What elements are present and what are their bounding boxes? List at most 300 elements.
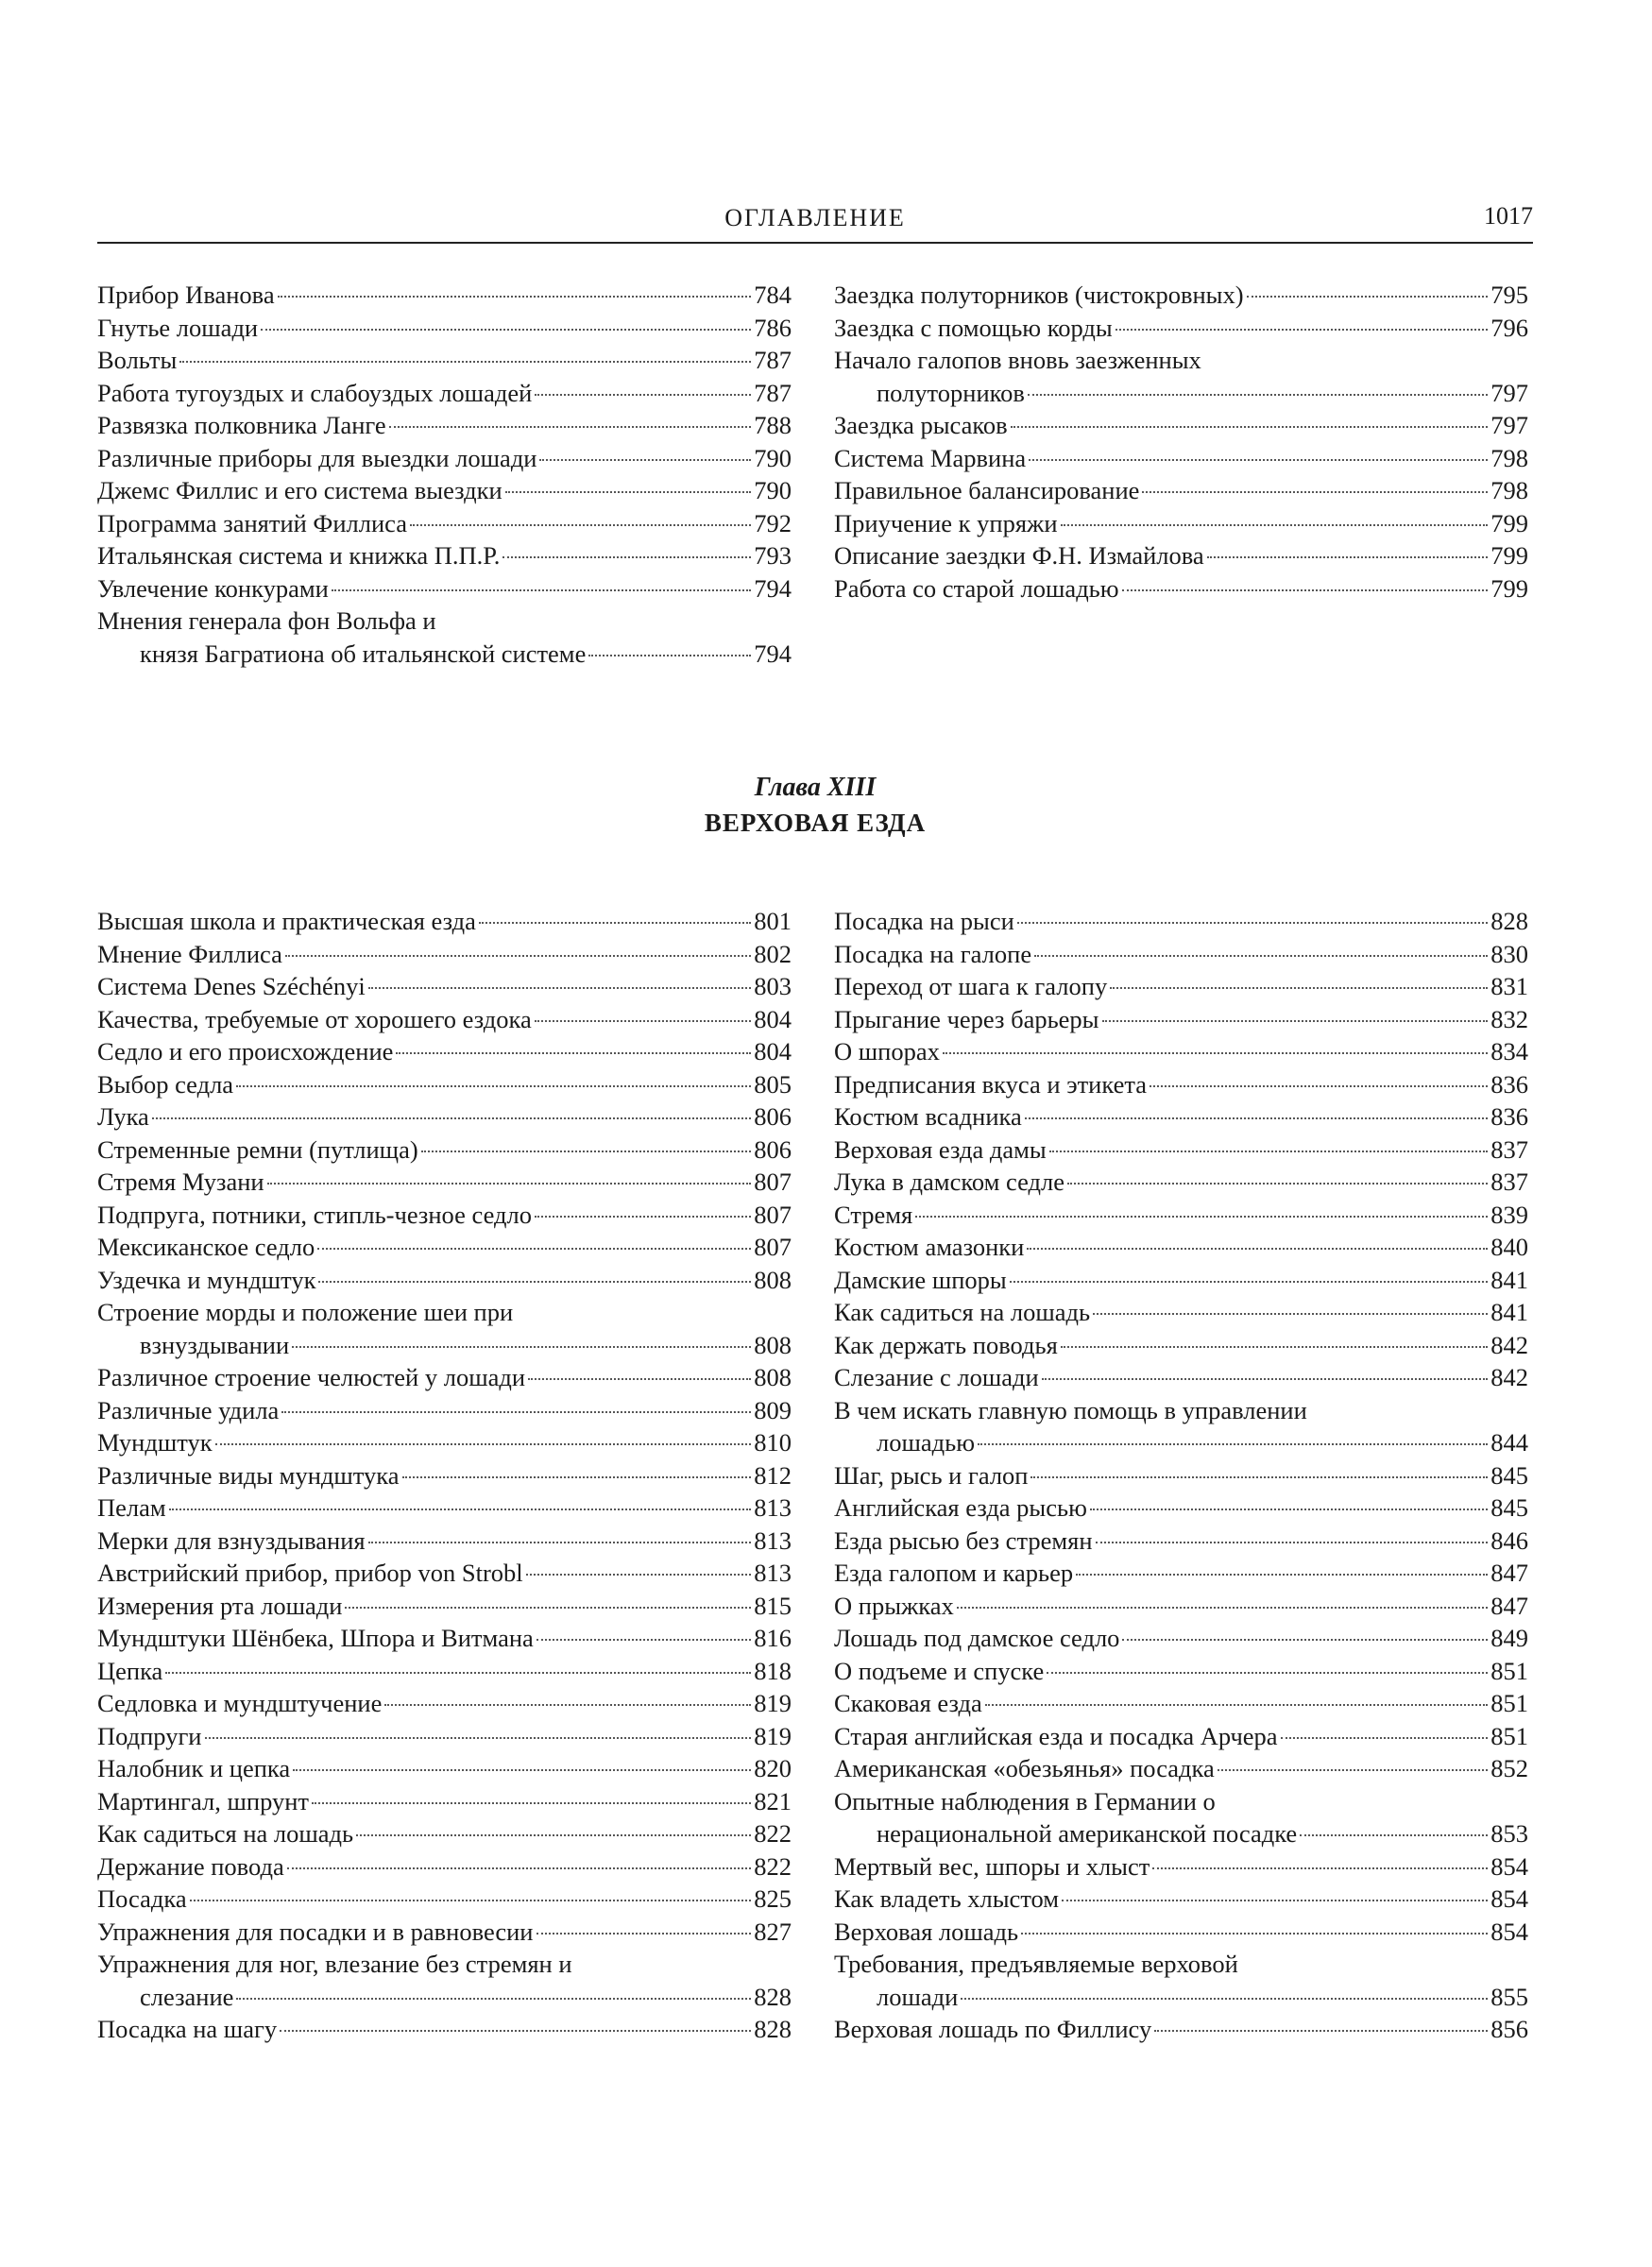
entry-page-number: 818 bbox=[754, 1656, 792, 1685]
entry-page-number: 808 bbox=[754, 1265, 792, 1294]
entry-title: Требования, предъявляемые верховой bbox=[834, 1950, 1238, 1978]
entry-title: Измерения рта лошади bbox=[97, 1591, 343, 1620]
toc-entry bbox=[97, 1850, 792, 1883]
dot-leader bbox=[1152, 1867, 1488, 1869]
entry-page-number: 836 bbox=[1490, 1069, 1528, 1099]
toc-entry bbox=[97, 279, 792, 312]
dot-leader bbox=[410, 524, 751, 526]
entry-title: Верховая лошадь по Филлису bbox=[834, 2015, 1152, 2043]
entry-title: Как садиться на лошадь bbox=[834, 1298, 1091, 1326]
entry-title: Развязка полковника Ланге bbox=[97, 411, 386, 439]
entry-title: Качества, требуемые от хорошего ездока bbox=[97, 1004, 532, 1033]
toc-entry bbox=[834, 1655, 1528, 1688]
dot-leader bbox=[368, 987, 752, 989]
entry-page-number: 828 bbox=[1490, 907, 1528, 935]
dot-leader bbox=[292, 1346, 751, 1348]
entry-page-number: 841 bbox=[1490, 1265, 1528, 1294]
toc-entry bbox=[97, 1720, 792, 1753]
dot-leader bbox=[1076, 1574, 1488, 1576]
entry-title-continued: лошадью bbox=[877, 1428, 976, 1457]
dot-leader bbox=[396, 1052, 751, 1054]
toc-entry bbox=[97, 605, 792, 670]
dot-leader bbox=[535, 1216, 751, 1218]
toc-entry bbox=[834, 474, 1528, 507]
toc-entry bbox=[834, 1134, 1528, 1167]
toc-entry bbox=[834, 1394, 1528, 1459]
entry-title: Посадка на шагу bbox=[97, 2015, 278, 2043]
dot-leader bbox=[332, 589, 751, 591]
entry-page-number: 837 bbox=[1490, 1134, 1528, 1164]
dot-leader bbox=[1122, 589, 1489, 591]
entry-title: Заездка полуторников (чистокровных) bbox=[834, 281, 1244, 309]
entry-title: Цепка bbox=[97, 1656, 163, 1685]
toc-entry bbox=[834, 1459, 1528, 1492]
entry-title: Костюм всадника bbox=[834, 1102, 1022, 1131]
toc-section2-left bbox=[97, 905, 792, 2046]
dot-leader bbox=[1049, 1151, 1489, 1152]
entry-title: О шпорах bbox=[834, 1037, 940, 1065]
entry-title: Стременные ремни (путлища) bbox=[97, 1134, 418, 1164]
dot-leader bbox=[985, 1704, 1489, 1706]
dot-leader bbox=[368, 1542, 752, 1543]
entry-page-number: 822 bbox=[754, 1819, 792, 1848]
entry-page-number: 806 bbox=[754, 1134, 792, 1164]
entry-title: Стремя bbox=[834, 1200, 913, 1229]
entry-title: Упражнения для ног, влезание без стремян и bbox=[97, 1950, 572, 1978]
entry-page-number: 787 bbox=[754, 378, 792, 407]
toc-entry bbox=[97, 2013, 792, 2046]
entry-title: Переход от шага к галопу bbox=[834, 972, 1108, 1000]
dot-leader bbox=[1281, 1737, 1489, 1739]
toc-entry bbox=[834, 1035, 1528, 1068]
entry-page-number: 851 bbox=[1490, 1721, 1528, 1750]
entry-title: Гнутье лошади bbox=[97, 313, 259, 342]
dot-leader bbox=[293, 1769, 751, 1771]
dot-leader bbox=[1096, 1542, 1489, 1543]
entry-title: Прыгание через барьеры bbox=[834, 1004, 1099, 1033]
entry-title: Костюм амазонки bbox=[834, 1233, 1025, 1261]
dot-leader bbox=[1207, 556, 1489, 558]
entry-page-number: 813 bbox=[754, 1526, 792, 1555]
dot-leader bbox=[356, 1834, 751, 1836]
entry-page-number: 809 bbox=[754, 1395, 792, 1424]
entry-title: Старая английская езда и посадка Арчера bbox=[834, 1721, 1278, 1750]
entry-title: Упражнения для посадки и в равновесии bbox=[97, 1917, 534, 1946]
dot-leader bbox=[957, 1607, 1488, 1609]
entry-title: Английская езда рысью bbox=[834, 1493, 1087, 1522]
entry-page-number: 806 bbox=[754, 1102, 792, 1131]
toc-section1-left bbox=[97, 279, 792, 670]
entry-title: Верховая езда дамы bbox=[834, 1134, 1047, 1164]
dot-leader bbox=[1021, 1933, 1488, 1935]
entry-page-number: 855 bbox=[1490, 1982, 1528, 2011]
entry-title: Приучение к упряжи bbox=[834, 508, 1058, 537]
entry-title: Налобник и цепка bbox=[97, 1754, 291, 1782]
dot-leader bbox=[526, 1574, 752, 1576]
toc-entry bbox=[97, 938, 792, 971]
entry-title: Посадка на рыси bbox=[834, 907, 1014, 935]
entry-title: Различные удила bbox=[97, 1395, 280, 1424]
toc-section2-right bbox=[834, 905, 1528, 2046]
toc-entry bbox=[834, 1166, 1528, 1199]
entry-page-number: 827 bbox=[754, 1917, 792, 1946]
entry-page-number: 797 bbox=[1490, 378, 1528, 407]
entry-title: Посадка bbox=[97, 1884, 187, 1913]
entry-title-continued: полуторников bbox=[877, 378, 1025, 407]
dot-leader bbox=[318, 1281, 751, 1283]
entry-page-number: 808 bbox=[754, 1363, 792, 1391]
dot-leader bbox=[1017, 922, 1488, 924]
entry-page-number: 844 bbox=[1490, 1428, 1528, 1457]
entry-page-number: 822 bbox=[754, 1851, 792, 1881]
entry-page-number: 813 bbox=[754, 1559, 792, 1587]
entry-title: Держание повода bbox=[97, 1851, 284, 1881]
dot-leader bbox=[961, 1998, 1488, 2000]
toc-entry bbox=[97, 1916, 792, 1949]
entry-page-number: 853 bbox=[1490, 1819, 1528, 1848]
entry-page-number: 804 bbox=[754, 1037, 792, 1065]
toc-entry bbox=[834, 905, 1528, 938]
dot-leader bbox=[287, 1867, 752, 1869]
dot-leader bbox=[535, 1020, 752, 1022]
entry-title: Заездка с помощью корды bbox=[834, 313, 1113, 342]
entry-page-number: 847 bbox=[1490, 1591, 1528, 1620]
entry-page-number: 816 bbox=[754, 1624, 792, 1652]
entry-page-number: 797 bbox=[1490, 411, 1528, 439]
toc-entry bbox=[834, 572, 1528, 605]
dot-leader bbox=[169, 1508, 752, 1510]
dot-leader bbox=[502, 556, 751, 558]
entry-title: Езда рысью без стремян bbox=[834, 1526, 1093, 1555]
entry-page-number: 831 bbox=[1490, 972, 1528, 1000]
dot-leader bbox=[1093, 1313, 1488, 1315]
entry-title: Езда галопом и карьер bbox=[834, 1559, 1074, 1587]
dot-leader bbox=[421, 1151, 752, 1152]
toc-entry bbox=[834, 1525, 1528, 1558]
toc-entry bbox=[97, 572, 792, 605]
toc-entry bbox=[97, 1785, 792, 1818]
toc-entry bbox=[834, 1329, 1528, 1362]
dot-leader bbox=[152, 1117, 751, 1119]
toc-entry bbox=[834, 312, 1528, 345]
entry-title: В чем искать главную помощь в управлении bbox=[834, 1395, 1307, 1424]
toc-entry bbox=[834, 344, 1528, 409]
entry-page-number: 813 bbox=[754, 1493, 792, 1522]
dot-leader bbox=[943, 1052, 1488, 1054]
entry-title: Мексиканское седло bbox=[97, 1233, 315, 1261]
dot-leader bbox=[1067, 1183, 1488, 1185]
dot-leader bbox=[505, 491, 752, 493]
entry-title: Мундштуки Шёнбека, Шпора и Витмана bbox=[97, 1624, 534, 1652]
entry-title: Мнение Филлиса bbox=[97, 939, 282, 968]
entry-page-number: 798 bbox=[1490, 443, 1528, 472]
entry-title: Как владеть хлыстом bbox=[834, 1884, 1060, 1913]
entry-page-number: 784 bbox=[754, 281, 792, 309]
entry-page-number: 801 bbox=[754, 907, 792, 935]
entry-page-number: 810 bbox=[754, 1428, 792, 1457]
dot-leader bbox=[1042, 1378, 1489, 1380]
entry-page-number: 787 bbox=[754, 346, 792, 374]
entry-title: Лошадь под дамское седло bbox=[834, 1624, 1120, 1652]
entry-page-number: 845 bbox=[1490, 1493, 1528, 1522]
entry-page-number: 819 bbox=[754, 1721, 792, 1750]
toc-entry bbox=[97, 1459, 792, 1492]
entry-title: Различное строение челюстей у лошади bbox=[97, 1363, 526, 1391]
entry-page-number: 802 bbox=[754, 939, 792, 968]
dot-leader bbox=[384, 1704, 751, 1706]
toc-entry bbox=[97, 1426, 792, 1459]
dot-leader bbox=[1011, 426, 1489, 428]
entry-page-number: 799 bbox=[1490, 573, 1528, 603]
dot-leader bbox=[389, 426, 752, 428]
dot-leader bbox=[588, 655, 751, 656]
entry-page-number: 807 bbox=[754, 1168, 792, 1196]
entry-title: Посадка на галопе bbox=[834, 939, 1032, 968]
dot-leader bbox=[1062, 1900, 1488, 1901]
entry-title: Программа занятий Филлиса bbox=[97, 508, 408, 537]
dot-leader bbox=[915, 1216, 1488, 1218]
entry-page-number: 798 bbox=[1490, 476, 1528, 504]
entry-page-number: 794 bbox=[754, 639, 792, 668]
dot-leader bbox=[402, 1476, 752, 1478]
entry-title: Предписания вкуса и этикета bbox=[834, 1069, 1147, 1099]
entry-title: Высшая школа и практическая езда bbox=[97, 907, 476, 935]
dot-leader bbox=[1025, 1117, 1489, 1119]
entry-title: Прибор Иванова bbox=[97, 281, 275, 309]
entry-title-continued: князя Багратиона об итальянской системе bbox=[140, 639, 587, 668]
dot-leader bbox=[1247, 296, 1489, 298]
entry-page-number: 842 bbox=[1490, 1363, 1528, 1391]
toc-entry bbox=[834, 1590, 1528, 1623]
toc-entry bbox=[834, 1100, 1528, 1134]
entry-page-number: 856 bbox=[1490, 2015, 1528, 2043]
toc-entry bbox=[834, 1068, 1528, 1101]
dot-leader bbox=[312, 1802, 751, 1804]
toc-entry bbox=[97, 1655, 792, 1688]
dot-leader bbox=[1116, 329, 1489, 331]
dot-leader bbox=[205, 1737, 752, 1739]
toc-entry bbox=[97, 377, 792, 410]
entry-page-number: 852 bbox=[1490, 1754, 1528, 1782]
entry-title: Различные приборы для выездки лошади bbox=[97, 443, 537, 472]
entry-page-number: 807 bbox=[754, 1200, 792, 1229]
page-number: 1017 bbox=[1484, 202, 1533, 230]
toc-entry bbox=[834, 2013, 1528, 2046]
entry-page-number: 841 bbox=[1490, 1298, 1528, 1326]
dot-leader bbox=[479, 922, 751, 924]
toc-entry bbox=[834, 1361, 1528, 1394]
dot-leader bbox=[1047, 1672, 1488, 1674]
toc-entry bbox=[97, 1035, 792, 1068]
entry-title: Итальянская система и книжка П.П.Р. bbox=[97, 541, 501, 570]
toc-entry bbox=[97, 1525, 792, 1558]
toc-entry bbox=[97, 1687, 792, 1720]
entry-page-number: 793 bbox=[754, 541, 792, 570]
toc-entry bbox=[834, 1687, 1528, 1720]
toc-entry bbox=[834, 1720, 1528, 1753]
entry-title: Работа тугоуздых и слабоуздых лошадей bbox=[97, 378, 533, 407]
dot-leader bbox=[280, 2030, 751, 2032]
entry-title: Выбор седла bbox=[97, 1069, 234, 1099]
entry-continuation bbox=[834, 1817, 1528, 1850]
toc-entry bbox=[97, 1361, 792, 1394]
entry-page-number: 834 bbox=[1490, 1037, 1528, 1065]
entry-page-number: 846 bbox=[1490, 1526, 1528, 1555]
toc-entry bbox=[97, 905, 792, 938]
toc-entry bbox=[834, 1296, 1528, 1329]
toc-entry bbox=[834, 1916, 1528, 1949]
entry-page-number: 849 bbox=[1490, 1624, 1528, 1652]
entry-title: Уздечка и мундштук bbox=[97, 1265, 316, 1294]
entry-title: Правильное балансирование bbox=[834, 476, 1140, 504]
toc-entry bbox=[834, 409, 1528, 442]
toc-entry bbox=[97, 1948, 792, 2013]
entry-page-number: 828 bbox=[754, 2015, 792, 2043]
chapter-label: Глава XIII bbox=[754, 773, 877, 802]
entry-page-number: 836 bbox=[1490, 1102, 1528, 1131]
toc-entry bbox=[97, 1394, 792, 1427]
toc-entry bbox=[97, 1166, 792, 1199]
toc-entry bbox=[834, 279, 1528, 312]
entry-title: Подпруги bbox=[97, 1721, 202, 1750]
toc-entry bbox=[834, 938, 1528, 971]
entry-title: Начало галопов вновь заезженных bbox=[834, 346, 1201, 374]
entry-page-number: 815 bbox=[754, 1591, 792, 1620]
toc-entry bbox=[97, 1296, 792, 1361]
entry-page-number: 786 bbox=[754, 313, 792, 342]
entry-page-number: 847 bbox=[1490, 1559, 1528, 1587]
entry-continuation bbox=[834, 1426, 1528, 1459]
entry-page-number: 840 bbox=[1490, 1233, 1528, 1261]
toc-entry bbox=[834, 1491, 1528, 1525]
entry-title: Шаг, рысь и галоп bbox=[834, 1460, 1029, 1490]
entry-title-continued: нерациональной американской посадке bbox=[877, 1819, 1298, 1848]
entry-page-number: 819 bbox=[754, 1689, 792, 1717]
entry-title-continued: лошади bbox=[877, 1982, 959, 2011]
entry-page-number: 825 bbox=[754, 1884, 792, 1913]
entry-title: Опытные наблюдения в Германии о bbox=[834, 1786, 1216, 1815]
entry-title: Как держать поводья bbox=[834, 1330, 1058, 1359]
entry-page-number: 854 bbox=[1490, 1917, 1528, 1946]
entry-page-number: 821 bbox=[754, 1786, 792, 1815]
toc-entry bbox=[97, 1199, 792, 1232]
entry-title: Австрийский прибор, прибор von Strobl bbox=[97, 1559, 523, 1587]
dot-leader bbox=[179, 361, 751, 363]
entry-title: Заездка рысаков bbox=[834, 411, 1008, 439]
dot-leader bbox=[1110, 987, 1488, 989]
dot-leader bbox=[281, 1411, 751, 1413]
entry-title: О прыжках bbox=[834, 1591, 954, 1620]
dot-leader bbox=[1061, 524, 1489, 526]
entry-title: Мнения генерала фон Вольфа и bbox=[97, 606, 436, 635]
toc-entry bbox=[97, 409, 792, 442]
entry-title-continued: взнуздывании bbox=[140, 1330, 290, 1359]
dot-leader bbox=[535, 394, 751, 396]
entry-title: Лука в дамском седле bbox=[834, 1168, 1064, 1196]
toc-entry bbox=[97, 1622, 792, 1655]
toc-entry bbox=[97, 1557, 792, 1590]
entry-page-number: 854 bbox=[1490, 1884, 1528, 1913]
toc-entry bbox=[834, 1264, 1528, 1297]
entry-continuation bbox=[97, 1981, 792, 2014]
entry-page-number: 807 bbox=[754, 1233, 792, 1261]
dot-leader bbox=[528, 1378, 751, 1380]
dot-leader bbox=[1029, 459, 1488, 461]
dot-leader bbox=[1027, 1248, 1488, 1250]
entry-page-number: 854 bbox=[1490, 1851, 1528, 1881]
dot-leader bbox=[1154, 2030, 1488, 2032]
entry-title: Вольты bbox=[97, 346, 178, 374]
entry-page-number: 808 bbox=[754, 1330, 792, 1359]
toc-entry bbox=[97, 1134, 792, 1167]
entry-title: Строение морды и положение шеи при bbox=[97, 1298, 514, 1326]
toc-entry bbox=[97, 539, 792, 572]
entry-page-number: 804 bbox=[754, 1004, 792, 1033]
entry-title: Стремя Музани bbox=[97, 1168, 264, 1196]
dot-leader bbox=[190, 1900, 752, 1901]
page-header bbox=[97, 200, 1533, 244]
entry-page-number: 845 bbox=[1490, 1460, 1528, 1490]
entry-page-number: 828 bbox=[754, 1982, 792, 2011]
toc-entry bbox=[97, 1883, 792, 1916]
toc-entry bbox=[834, 1557, 1528, 1590]
toc-entry bbox=[834, 1622, 1528, 1655]
toc-entry bbox=[97, 970, 792, 1003]
dot-leader bbox=[1150, 1085, 1488, 1087]
dot-leader bbox=[236, 1998, 751, 2000]
entry-page-number: 812 bbox=[754, 1460, 792, 1490]
entry-continuation bbox=[97, 1329, 792, 1362]
toc-entry bbox=[97, 507, 792, 540]
entry-title: Джемс Филлис и его система выездки bbox=[97, 476, 502, 504]
dot-leader bbox=[1300, 1834, 1488, 1836]
entry-title: Различные виды мундштука bbox=[97, 1460, 400, 1490]
dot-leader bbox=[1028, 394, 1488, 396]
entry-page-number: 805 bbox=[754, 1069, 792, 1099]
entry-page-number: 830 bbox=[1490, 939, 1528, 968]
dot-leader bbox=[1090, 1508, 1488, 1510]
toc-entry bbox=[97, 1491, 792, 1525]
entry-page-number: 790 bbox=[754, 476, 792, 504]
entry-title: Седло и его происхождение bbox=[97, 1037, 394, 1065]
dot-leader bbox=[267, 1183, 752, 1185]
entry-page-number: 788 bbox=[754, 411, 792, 439]
toc-entry bbox=[834, 539, 1528, 572]
entry-title: Мартингал, шпрунт bbox=[97, 1786, 310, 1815]
entry-title: Верховая лошадь bbox=[834, 1917, 1019, 1946]
toc-entry bbox=[834, 1948, 1528, 2013]
toc-entry bbox=[834, 507, 1528, 540]
entry-page-number: 839 bbox=[1490, 1200, 1528, 1229]
entry-title: Скаковая езда bbox=[834, 1689, 982, 1717]
toc-entry bbox=[834, 1850, 1528, 1883]
dot-leader bbox=[1034, 955, 1488, 957]
toc-entry bbox=[834, 1785, 1528, 1850]
entry-page-number: 799 bbox=[1490, 508, 1528, 537]
entry-title: Мундштук bbox=[97, 1428, 213, 1457]
toc-entry bbox=[97, 1590, 792, 1623]
dot-leader bbox=[1142, 491, 1488, 493]
running-title: ОГЛАВЛЕНИЕ bbox=[724, 204, 906, 231]
entry-title: Подпруга, потники, стипль-чезное седло bbox=[97, 1200, 532, 1229]
toc-entry bbox=[834, 1199, 1528, 1232]
toc-entry bbox=[834, 1883, 1528, 1916]
toc-entry bbox=[97, 442, 792, 475]
entry-title: Описание заездки Ф.Н. Измайлова bbox=[834, 541, 1204, 570]
dot-leader bbox=[539, 459, 751, 461]
dot-leader bbox=[1061, 1346, 1488, 1348]
toc-entry bbox=[834, 1003, 1528, 1036]
